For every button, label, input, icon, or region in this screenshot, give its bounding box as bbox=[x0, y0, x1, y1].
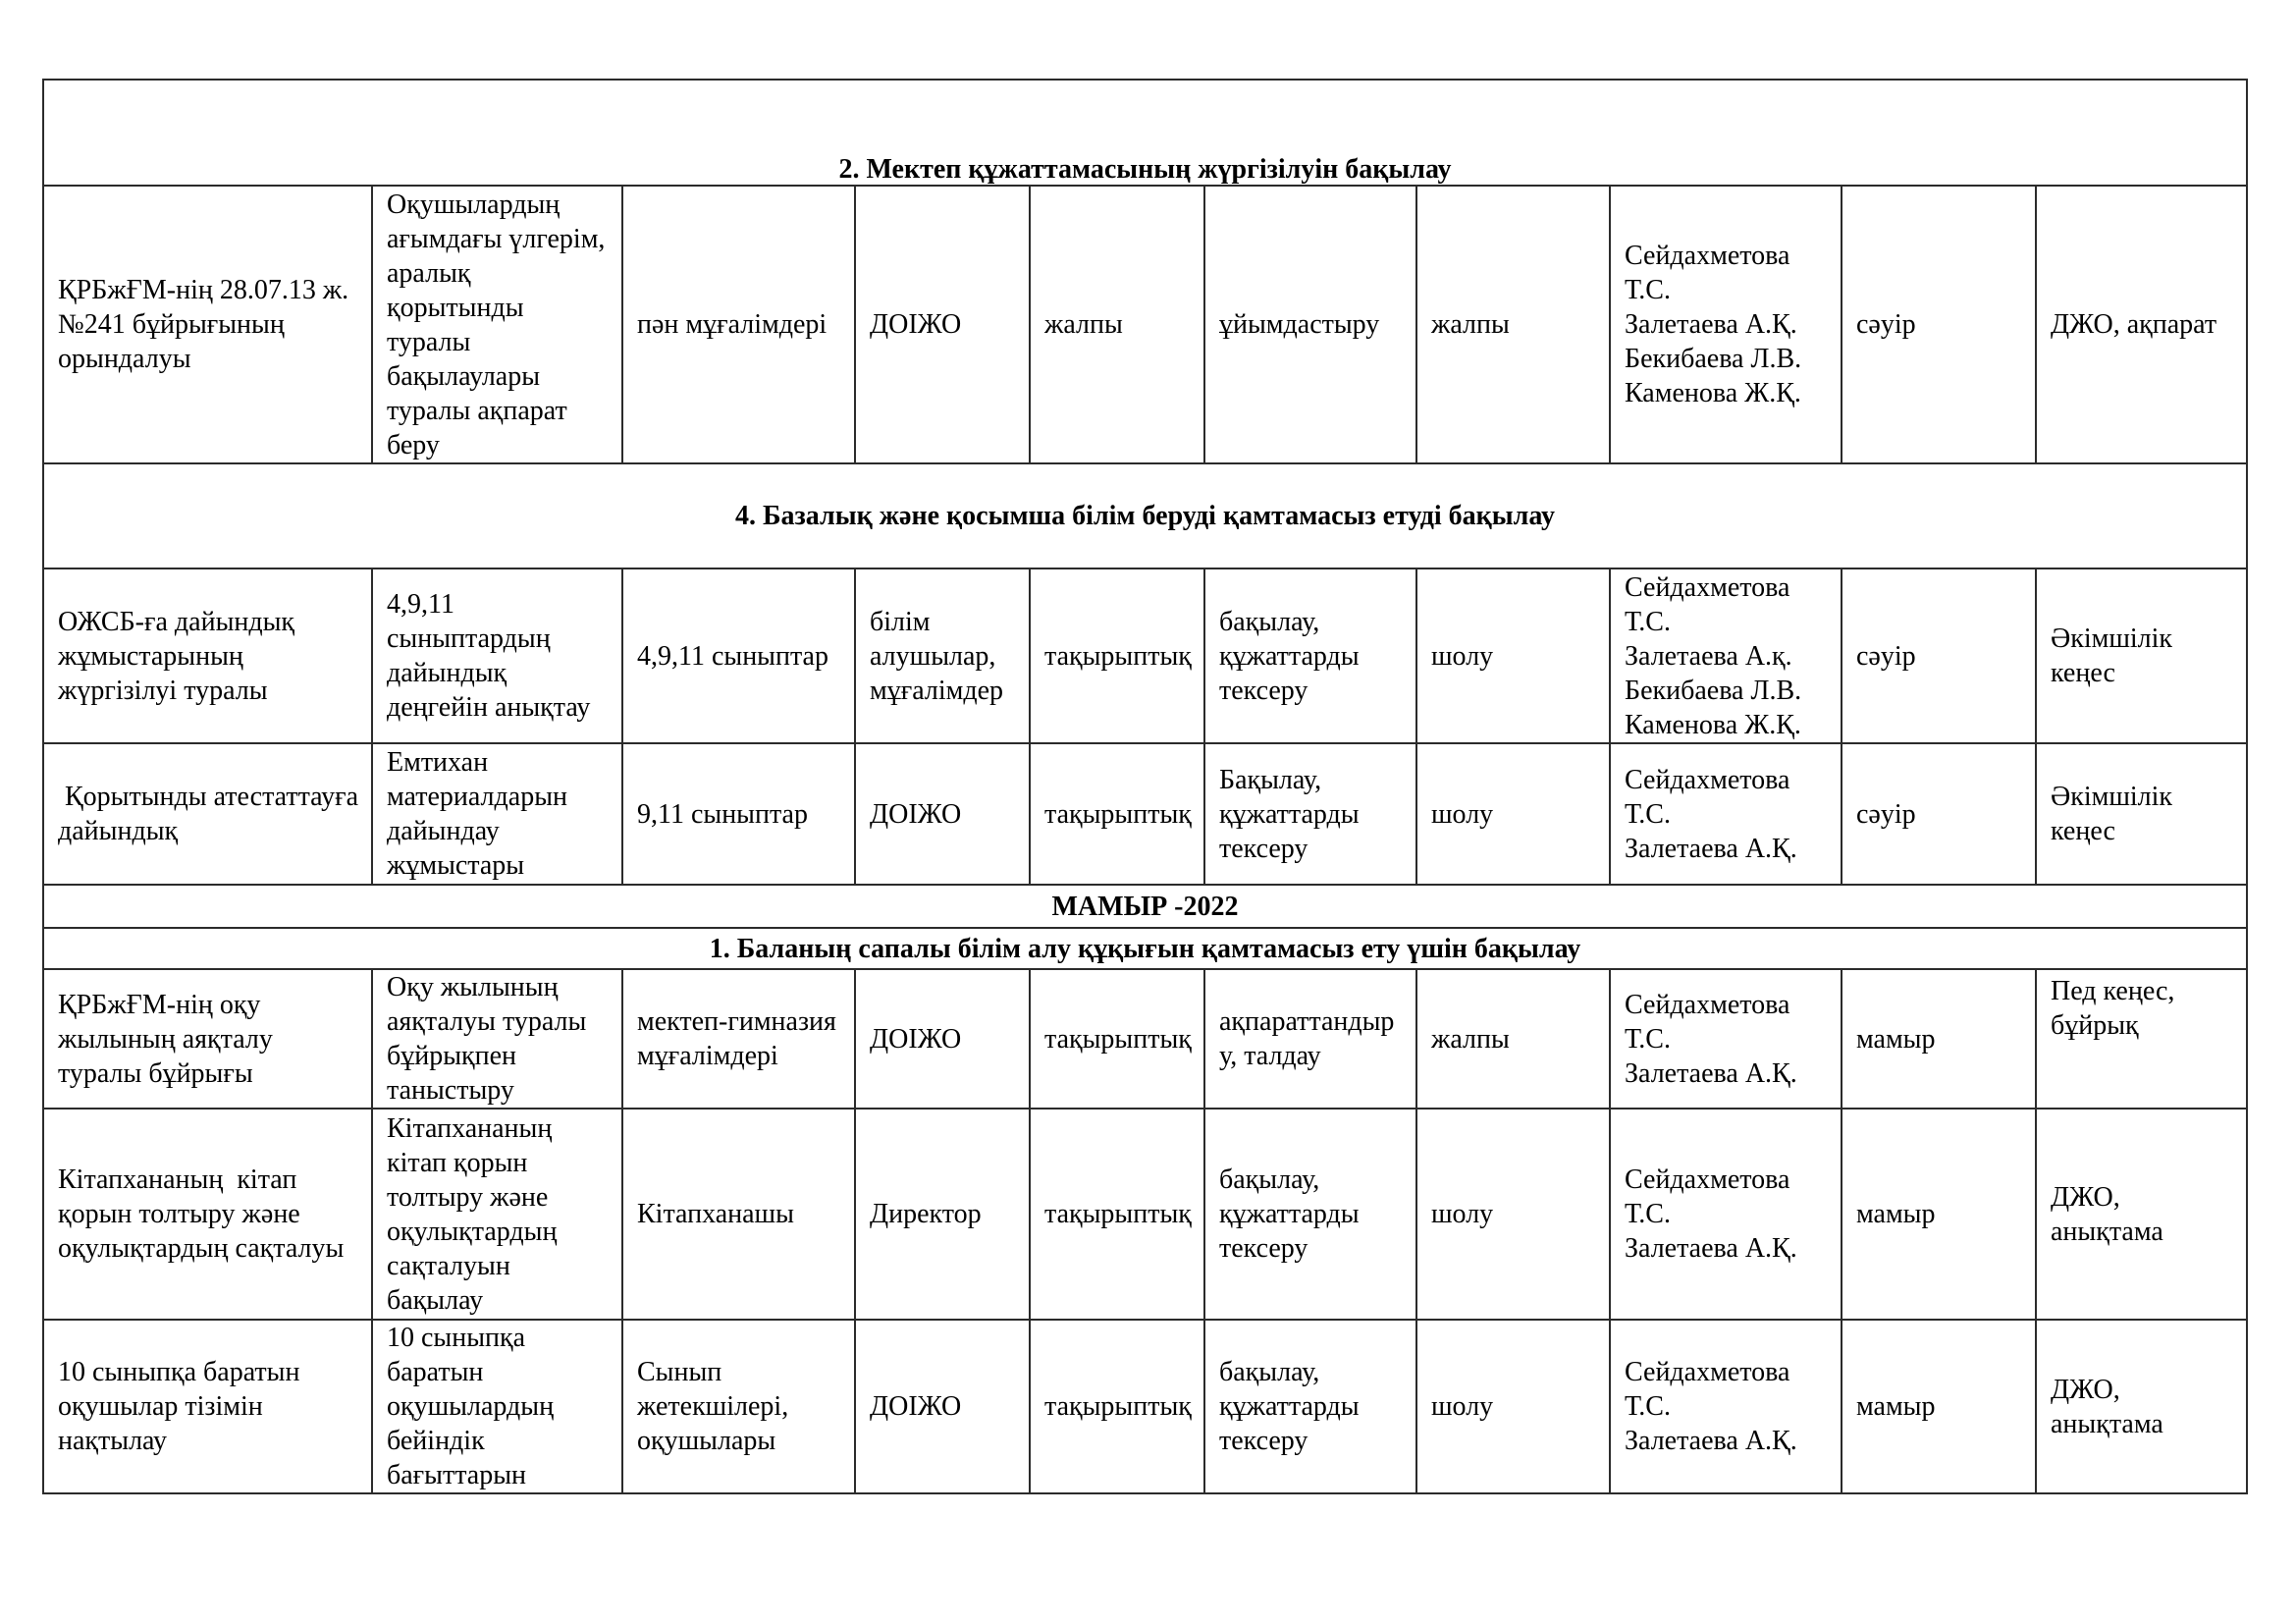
cell-method: бақылау, құжаттарды тексеру bbox=[1204, 1320, 1416, 1493]
section-title: 4. Базалық және қосымша білім беруді қамтамасыз етуді бақылау bbox=[43, 463, 2247, 568]
cell-period: сәуір bbox=[1842, 568, 2036, 743]
cell-topic: ҚРБжҒМ-нің оқу жылының аяқталу туралы бұйрығы bbox=[43, 969, 372, 1109]
cell-period: мамыр bbox=[1842, 1109, 2036, 1320]
section-header-row bbox=[43, 80, 2247, 186]
cell-topic: 10 сыныпқа баратын оқушылар тізімін нақтылау bbox=[43, 1320, 372, 1493]
cell-type: тақырыптық bbox=[1030, 969, 1204, 1109]
cell-method: ақпараттандыру, талдау bbox=[1204, 969, 1416, 1109]
section-header-row bbox=[43, 463, 2247, 568]
cell-type: тақырыптық bbox=[1030, 1320, 1204, 1493]
cell-form: шолу bbox=[1416, 1320, 1610, 1493]
cell-form: жалпы bbox=[1416, 186, 1610, 463]
cell-result: Әкімшілік кеңес bbox=[2036, 743, 2247, 885]
cell-result: ДЖО, ақпарат bbox=[2036, 186, 2247, 463]
cell-result: Пед кеңес, бұйрық bbox=[2036, 969, 2247, 1109]
cell-object: мектеп-гимназия мұғалімдері bbox=[622, 969, 855, 1109]
cell-period: мамыр bbox=[1842, 1320, 2036, 1493]
cell-type: тақырыптық bbox=[1030, 743, 1204, 885]
cell-executors bbox=[1610, 568, 1842, 743]
executor-name: Залетаева А.қ. bbox=[1625, 640, 1792, 672]
cell-period: сәуір bbox=[1842, 743, 2036, 885]
executor-name: Залетаева А.Қ. bbox=[1625, 309, 1797, 340]
cell-topic: ОЖСБ-ға дайындық жұмыстарының жүргізілуі туралы bbox=[43, 568, 372, 743]
table-row bbox=[43, 568, 2247, 743]
executor-name: Залетаева А.Қ. bbox=[1625, 1057, 1797, 1089]
control-plan-table bbox=[42, 79, 2248, 1494]
cell-executors bbox=[1610, 743, 1842, 885]
executor-name: Сейдахметова Т.С. bbox=[1625, 1357, 1790, 1422]
section-header-row bbox=[43, 928, 2247, 969]
cell-goal: Оқушылардың ағымдағы үлгерім, аралық қорытынды туралы бақылаулары туралы ақпарат беру bbox=[372, 186, 622, 463]
cell-form: шолу bbox=[1416, 743, 1610, 885]
cell-responsible: Директор bbox=[855, 1109, 1030, 1320]
cell-period: мамыр bbox=[1842, 969, 2036, 1109]
cell-object: 4,9,11 сыныптар bbox=[622, 568, 855, 743]
cell-result: Әкімшілік кеңес bbox=[2036, 568, 2247, 743]
cell-responsible: білім алушылар, мұғалімдер bbox=[855, 568, 1030, 743]
table-row bbox=[43, 743, 2247, 885]
table-row bbox=[43, 1320, 2247, 1493]
executor-name: Залетаева А.Қ. bbox=[1625, 1233, 1797, 1264]
cell-object: 9,11 сыныптар bbox=[622, 743, 855, 885]
cell-responsible: ДОІЖО bbox=[855, 186, 1030, 463]
executor-name: Сейдахметова Т.С. bbox=[1625, 989, 1790, 1055]
cell-object: пән мұғалімдері bbox=[622, 186, 855, 463]
cell-method: Бақылау, құжаттарды тексеру bbox=[1204, 743, 1416, 885]
executor-name: Бекибаева Л.В. bbox=[1625, 675, 1802, 706]
cell-responsible: ДОІЖО bbox=[855, 1320, 1030, 1493]
cell-method: ұйымдастыру bbox=[1204, 186, 1416, 463]
cell-executors bbox=[1610, 186, 1842, 463]
cell-executors bbox=[1610, 1109, 1842, 1320]
executor-name: Бекибаева Л.В. bbox=[1625, 344, 1802, 374]
cell-result: ДЖО, анықтама bbox=[2036, 1320, 2247, 1493]
cell-result: ДЖО, анықтама bbox=[2036, 1109, 2247, 1320]
cell-form: жалпы bbox=[1416, 969, 1610, 1109]
section-title: 2. Мектеп құжаттамасының жүргізілуін бақылау bbox=[43, 80, 2247, 186]
cell-executors bbox=[1610, 1320, 1842, 1493]
cell-object: Сынып жетекшілері, оқушылары bbox=[622, 1320, 855, 1493]
cell-responsible: ДОІЖО bbox=[855, 743, 1030, 885]
cell-goal: 10 сыныпқа баратын оқушылардың бейіндік бағыттарын bbox=[372, 1320, 622, 1493]
cell-type: тақырыптық bbox=[1030, 1109, 1204, 1320]
cell-goal: 4,9,11 сыныптардың дайындық деңгейін анықтау bbox=[372, 568, 622, 743]
cell-topic: ҚРБжҒМ-нің 28.07.13 ж. №241 бұйрығының орындалуы bbox=[43, 186, 372, 463]
cell-period: сәуір bbox=[1842, 186, 2036, 463]
cell-object: Кітапханашы bbox=[622, 1109, 855, 1320]
cell-method: бақылау, құжаттарды тексеру bbox=[1204, 1109, 1416, 1320]
cell-type: жалпы bbox=[1030, 186, 1204, 463]
cell-topic: Қорытынды атестаттауға дайындық bbox=[43, 743, 372, 885]
executor-name: Каменова Ж.Қ. bbox=[1625, 709, 1801, 740]
executor-name: Залетаева А.Қ. bbox=[1625, 833, 1797, 864]
table-row bbox=[43, 1109, 2247, 1320]
cell-form: шолу bbox=[1416, 568, 1610, 743]
cell-goal: Кітапхананың кітап қорын толтыру және оқулықтардың сақталуын бақылау bbox=[372, 1109, 622, 1320]
executor-name: Сейдахметова Т.С. bbox=[1625, 1164, 1790, 1229]
table-row bbox=[43, 186, 2247, 463]
cell-type: тақырыптық bbox=[1030, 568, 1204, 743]
month-title: МАМЫР -2022 bbox=[43, 885, 2247, 928]
table-row bbox=[43, 969, 2247, 1109]
cell-method: бақылау, құжаттарды тексеру bbox=[1204, 568, 1416, 743]
cell-executors bbox=[1610, 969, 1842, 1109]
cell-form: шолу bbox=[1416, 1109, 1610, 1320]
cell-topic: Кітапхананың кітап қорын толтыру және оқулықтардың сақталуы bbox=[43, 1109, 372, 1320]
month-header-row bbox=[43, 885, 2247, 928]
section-title: 1. Баланың сапалы білім алу құқығын қамтамасыз ету үшін бақылау bbox=[43, 928, 2247, 969]
executor-name: Сейдахметова Т.С. bbox=[1625, 241, 1790, 305]
cell-goal: Емтихан материалдарын дайындау жұмыстары bbox=[372, 743, 622, 885]
executor-name: Сейдахметова Т.С. bbox=[1625, 764, 1790, 830]
executor-name: Каменова Ж.Қ. bbox=[1625, 378, 1801, 408]
executor-name: Залетаева А.Қ. bbox=[1625, 1426, 1797, 1456]
executor-name: Сейдахметова Т.С. bbox=[1625, 571, 1790, 637]
cell-responsible: ДОІЖО bbox=[855, 969, 1030, 1109]
cell-goal: Оқу жылының аяқталуы туралы бұйрықпен таныстыру bbox=[372, 969, 622, 1109]
